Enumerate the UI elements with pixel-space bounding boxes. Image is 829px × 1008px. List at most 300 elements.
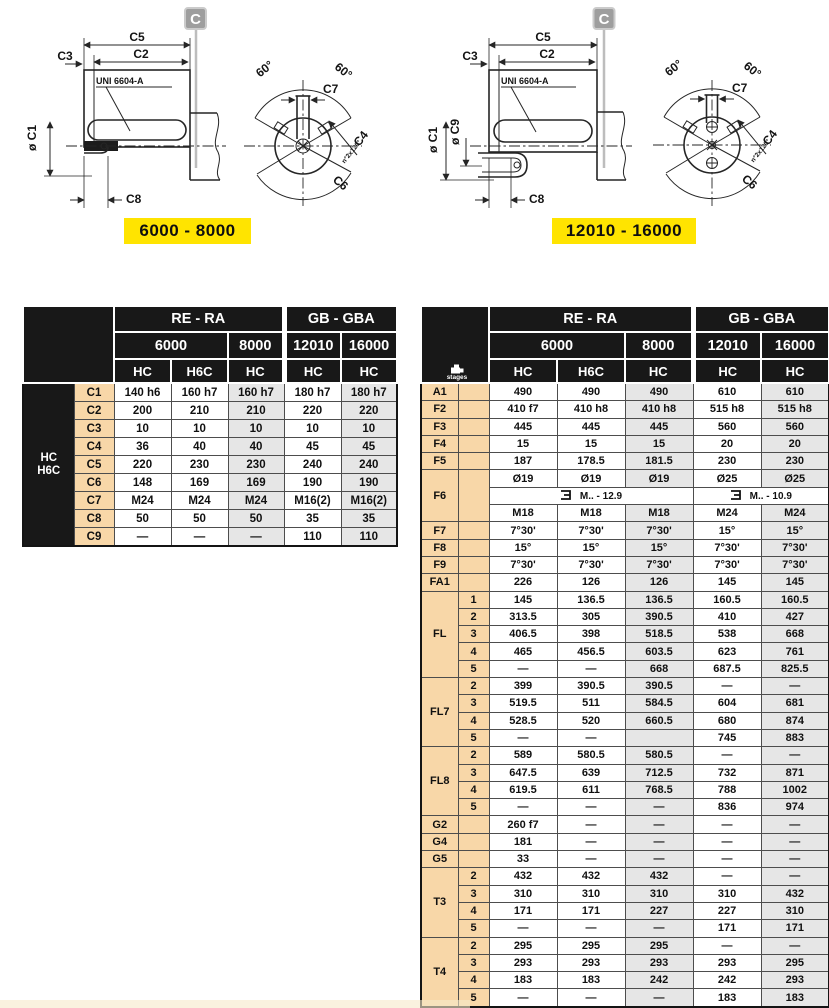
row-label: FA1 [421, 574, 458, 591]
table-row [421, 972, 829, 989]
value-cell: M24 [693, 505, 761, 522]
table-row [421, 401, 829, 418]
flange-view [244, 58, 371, 206]
value-cell: 310 [761, 902, 829, 919]
stage-cell: 2 [458, 937, 489, 954]
value-cell: 15° [625, 539, 693, 556]
row-label: F9 [421, 556, 458, 573]
value-cell: 687.5 [693, 660, 761, 677]
value-cell: — [693, 816, 761, 833]
value-cell: 227 [693, 902, 761, 919]
section-badge [185, 8, 206, 168]
value-cell: 126 [625, 574, 693, 591]
stages-icon [450, 364, 464, 375]
value-cell: 874 [761, 712, 829, 729]
stage-cell: 2 [458, 868, 489, 885]
dim-c1: ø C1 [426, 126, 440, 154]
bolt-class-icon [730, 490, 741, 500]
uni-label: UNI 6604-A [501, 76, 549, 86]
value-cell: 313.5 [489, 608, 557, 625]
table-row [421, 608, 829, 625]
row-label: F8 [421, 539, 458, 556]
value-cell: 180 h7 [341, 383, 397, 402]
value-cell: — [557, 799, 625, 816]
angle-right: 60° [331, 59, 355, 82]
value-cell: 210 [228, 402, 284, 420]
value-cell: Ø25 [761, 470, 829, 487]
stage-cell [458, 470, 489, 522]
table-row [421, 591, 829, 608]
stage-cell [458, 816, 489, 833]
value-cell: 293 [761, 972, 829, 989]
value-cell: 580.5 [625, 747, 693, 764]
value-cell: 160.5 [693, 591, 761, 608]
value-cell: 7°30' [557, 522, 625, 539]
table-row [23, 383, 397, 402]
value-cell: 15 [625, 435, 693, 452]
table-row [421, 383, 829, 401]
value-cell: 7°30' [489, 556, 557, 573]
value-cell: 410 [693, 608, 761, 625]
stage-cell: 3 [458, 626, 489, 643]
value-cell: 445 [489, 418, 557, 435]
angle-left: 60° [253, 57, 277, 80]
value-cell: M18 [625, 505, 693, 522]
table-row [421, 902, 829, 919]
value-cell: 15 [489, 435, 557, 452]
value-cell: 230 [228, 456, 284, 474]
table-row [421, 660, 829, 677]
value-cell: 7°30' [761, 556, 829, 573]
value-cell: 490 [489, 383, 557, 401]
table-row [421, 937, 829, 954]
value-cell: 871 [761, 764, 829, 781]
value-cell: 36 [114, 438, 171, 456]
value-cell: 432 [557, 868, 625, 885]
dim-c6: C6 [330, 172, 351, 194]
table-row [421, 920, 829, 937]
table-row [421, 470, 829, 487]
table-row [421, 816, 829, 833]
table-row [421, 799, 829, 816]
table-row [421, 539, 829, 556]
stage-cell: 3 [458, 954, 489, 971]
value-cell: 788 [693, 781, 761, 798]
table-row [421, 626, 829, 643]
value-cell: 519.5 [489, 695, 557, 712]
table-row [421, 435, 829, 452]
value-cell: 538 [693, 626, 761, 643]
value-cell: — [557, 660, 625, 677]
value-cell: 35 [284, 510, 341, 528]
value-cell: 7°30' [693, 556, 761, 573]
row-label: F2 [421, 401, 458, 418]
value-cell: 7°30' [761, 539, 829, 556]
size-header: 12010 [693, 332, 761, 359]
bolt-class-text: M.. - 10.9 [749, 490, 792, 502]
value-cell: Ø19 [557, 470, 625, 487]
flange-view [653, 57, 780, 206]
type-header: H6C [557, 359, 625, 383]
size-header: 8000 [228, 332, 284, 359]
value-cell: 171 [489, 902, 557, 919]
value-cell: 406.5 [489, 626, 557, 643]
value-cell: 883 [761, 729, 829, 746]
bolt-class-cell [489, 487, 693, 504]
value-cell: — [557, 989, 625, 1007]
row-group-label: T4 [421, 937, 458, 1007]
value-cell: 427 [761, 608, 829, 625]
value-cell: 660.5 [625, 712, 693, 729]
table-row [23, 492, 397, 510]
value-cell: 293 [557, 954, 625, 971]
value-cell: 1002 [761, 781, 829, 798]
value-cell: 33 [489, 851, 557, 868]
value-cell: M16(2) [284, 492, 341, 510]
value-cell: 7°30' [489, 522, 557, 539]
value-cell: 10 [171, 420, 228, 438]
group-header-gb-gba: GB - GBA [284, 306, 397, 332]
value-cell: 240 [341, 456, 397, 474]
value-cell: 293 [693, 954, 761, 971]
value-cell: 136.5 [625, 591, 693, 608]
row-label: A1 [421, 383, 458, 401]
value-cell: M18 [489, 505, 557, 522]
value-cell: 178.5 [557, 453, 625, 470]
row-label: G5 [421, 851, 458, 868]
dim-c5: C5 [535, 30, 551, 44]
table-row [421, 851, 829, 868]
dim-c4-note: n°2x120° [340, 139, 363, 165]
stage-cell [458, 556, 489, 573]
value-cell: 619.5 [489, 781, 557, 798]
value-cell: 20 [761, 435, 829, 452]
value-cell: 490 [557, 383, 625, 401]
value-cell: 15° [489, 539, 557, 556]
stage-cell [458, 574, 489, 591]
value-cell: M24 [761, 505, 829, 522]
value-cell: 15° [557, 539, 625, 556]
value-cell: 227 [625, 902, 693, 919]
value-cell: 623 [693, 643, 761, 660]
value-cell: 220 [114, 456, 171, 474]
stage-cell [458, 851, 489, 868]
size-header: 6000 [489, 332, 625, 359]
value-cell: 220 [284, 402, 341, 420]
value-cell: 40 [228, 438, 284, 456]
value-cell: 745 [693, 729, 761, 746]
stages-header [442, 364, 472, 382]
dim-c7: C7 [732, 81, 748, 95]
size-header: 16000 [341, 332, 397, 359]
dim-c4-note: n°2x120° [749, 138, 772, 164]
stage-cell: 1 [458, 591, 489, 608]
table-row [421, 643, 829, 660]
value-cell: 183 [761, 989, 829, 1007]
dim-c4: C4 [350, 128, 372, 149]
stage-cell: 4 [458, 643, 489, 660]
dim-c3: C3 [462, 49, 478, 63]
value-cell: — [557, 729, 625, 746]
value-cell: 610 [693, 383, 761, 401]
value-cell: 230 [693, 453, 761, 470]
range-caption-12010-16000: 12010 - 16000 [552, 218, 696, 244]
value-cell: 230 [761, 453, 829, 470]
value-cell: 518.5 [625, 626, 693, 643]
table-row [421, 574, 829, 591]
value-cell: 210 [171, 402, 228, 420]
row-label: C8 [74, 510, 114, 528]
right-dimensions-table [420, 305, 829, 1008]
value-cell: 432 [625, 868, 693, 885]
value-cell: 242 [625, 972, 693, 989]
value-cell: 445 [557, 418, 625, 435]
row-label: C4 [74, 438, 114, 456]
value-cell: 390.5 [625, 678, 693, 695]
value-cell: M24 [171, 492, 228, 510]
value-cell: 680 [693, 712, 761, 729]
value-cell: M16(2) [341, 492, 397, 510]
series-side-label-line: HC [40, 451, 58, 464]
group-header-gb-gba: GB - GBA [693, 306, 829, 332]
value-cell: 10 [284, 420, 341, 438]
dim-c8: C8 [529, 192, 545, 206]
series-side-label [23, 383, 74, 546]
stage-cell [458, 833, 489, 850]
value-cell: — [489, 989, 557, 1007]
value-cell: 668 [625, 660, 693, 677]
table-row [421, 418, 829, 435]
value-cell: — [693, 868, 761, 885]
value-cell: 589 [489, 747, 557, 764]
table-row [23, 456, 397, 474]
stage-cell: 2 [458, 747, 489, 764]
value-cell: 293 [625, 954, 693, 971]
value-cell: — [228, 528, 284, 547]
stage-cell [458, 383, 489, 401]
stage-cell: 3 [458, 695, 489, 712]
group-header-re-ra: RE - RA [114, 306, 284, 332]
table-row [421, 695, 829, 712]
value-cell: 181 [489, 833, 557, 850]
value-cell: — [761, 678, 829, 695]
row-label: G2 [421, 816, 458, 833]
value-cell: — [693, 833, 761, 850]
stage-cell: 4 [458, 902, 489, 919]
value-cell: 515 h8 [761, 401, 829, 418]
value-cell: 50 [114, 510, 171, 528]
left-dimensions-table [22, 305, 398, 547]
value-cell: — [761, 833, 829, 850]
stage-cell: 5 [458, 729, 489, 746]
value-cell: — [625, 989, 693, 1007]
row-label: F5 [421, 453, 458, 470]
dim-c4: C4 [759, 127, 781, 148]
size-header: 16000 [761, 332, 829, 359]
side-view [426, 30, 632, 208]
value-cell: 190 [341, 474, 397, 492]
value-cell: 160 h7 [171, 383, 228, 402]
type-header: HC [341, 359, 397, 383]
value-cell: — [625, 816, 693, 833]
value-cell: 432 [761, 885, 829, 902]
row-label: G4 [421, 833, 458, 850]
table-row [23, 438, 397, 456]
dim-c2: C2 [133, 47, 149, 61]
section-badge-letter: C [598, 11, 610, 28]
stage-cell [458, 435, 489, 452]
table-row [23, 474, 397, 492]
stage-cell: 3 [458, 885, 489, 902]
stage-cell: 2 [458, 678, 489, 695]
value-cell: 410 f7 [489, 401, 557, 418]
value-cell: 160 h7 [228, 383, 284, 402]
size-header: 6000 [114, 332, 228, 359]
type-header: HC [489, 359, 557, 383]
value-cell: — [114, 528, 171, 547]
value-cell: — [489, 799, 557, 816]
value-cell: 310 [557, 885, 625, 902]
value-cell: 681 [761, 695, 829, 712]
value-cell: 15° [693, 522, 761, 539]
value-cell: 45 [284, 438, 341, 456]
table-row [421, 989, 829, 1007]
value-cell: 220 [341, 402, 397, 420]
value-cell: 410 h8 [625, 401, 693, 418]
size-header: 12010 [284, 332, 341, 359]
group-header-re-ra: RE - RA [489, 306, 693, 332]
left-table-body [23, 383, 397, 546]
table-corner [421, 306, 489, 383]
row-group-label: T3 [421, 868, 458, 937]
table-row [421, 781, 829, 798]
row-label: C3 [74, 420, 114, 438]
stage-cell: 4 [458, 712, 489, 729]
value-cell: 171 [693, 920, 761, 937]
value-cell: — [557, 816, 625, 833]
value-cell: 40 [171, 438, 228, 456]
row-group-label: FL7 [421, 678, 458, 747]
value-cell: 35 [341, 510, 397, 528]
range-caption-6000-8000: 6000 - 8000 [124, 218, 251, 244]
table-row [23, 402, 397, 420]
value-cell: 169 [228, 474, 284, 492]
table-row [23, 510, 397, 528]
value-cell: Ø25 [693, 470, 761, 487]
value-cell: 410 h8 [557, 401, 625, 418]
value-cell: — [489, 660, 557, 677]
type-header: HC [228, 359, 284, 383]
value-cell: 183 [557, 972, 625, 989]
value-cell: 110 [341, 528, 397, 547]
value-cell: 240 [284, 456, 341, 474]
value-cell: 169 [171, 474, 228, 492]
value-cell: 528.5 [489, 712, 557, 729]
value-cell: 7°30' [625, 522, 693, 539]
table-row [23, 420, 397, 438]
value-cell: — [693, 851, 761, 868]
type-header: HC [114, 359, 171, 383]
value-cell: 145 [489, 591, 557, 608]
value-cell: — [693, 747, 761, 764]
value-cell: 465 [489, 643, 557, 660]
size-header: 8000 [625, 332, 693, 359]
table-corner [23, 306, 114, 383]
value-cell: 768.5 [625, 781, 693, 798]
value-cell: — [693, 937, 761, 954]
dim-c8: C8 [126, 192, 142, 206]
table-row [421, 764, 829, 781]
value-cell: — [761, 868, 829, 885]
row-label: C7 [74, 492, 114, 510]
value-cell: 732 [693, 764, 761, 781]
value-cell: 230 [171, 456, 228, 474]
stage-cell [458, 418, 489, 435]
value-cell: — [761, 851, 829, 868]
value-cell: 398 [557, 626, 625, 643]
value-cell: 293 [489, 954, 557, 971]
value-cell: 310 [625, 885, 693, 902]
value-cell: 610 [761, 383, 829, 401]
dim-c1: ø C1 [25, 124, 39, 152]
row-label: F7 [421, 522, 458, 539]
value-cell: 295 [761, 954, 829, 971]
angle-left: 60° [662, 56, 686, 79]
type-header: HC [761, 359, 829, 383]
uni-label: UNI 6604-A [96, 76, 144, 86]
value-cell: 10 [228, 420, 284, 438]
stage-cell: 5 [458, 989, 489, 1007]
type-header: HC [284, 359, 341, 383]
type-header: H6C [171, 359, 228, 383]
value-cell: 110 [284, 528, 341, 547]
value-cell: — [625, 799, 693, 816]
value-cell: 295 [625, 937, 693, 954]
value-cell: — [761, 747, 829, 764]
value-cell: 242 [693, 972, 761, 989]
value-cell: 604 [693, 695, 761, 712]
table-row [421, 556, 829, 573]
value-cell: 668 [761, 626, 829, 643]
section-badge-letter: C [190, 11, 201, 28]
value-cell: 511 [557, 695, 625, 712]
value-cell: 974 [761, 799, 829, 816]
value-cell: M24 [114, 492, 171, 510]
bolt-class-text: M.. - 12.9 [579, 490, 623, 502]
value-cell: 145 [761, 574, 829, 591]
row-label: F3 [421, 418, 458, 435]
stage-cell: 2 [458, 608, 489, 625]
value-cell: 260 f7 [489, 816, 557, 833]
value-cell: 171 [761, 920, 829, 937]
value-cell: 15° [761, 522, 829, 539]
value-cell: 190 [284, 474, 341, 492]
value-cell: 140 h6 [114, 383, 171, 402]
table-row [421, 729, 829, 746]
value-cell: 836 [693, 799, 761, 816]
value-cell: — [625, 920, 693, 937]
value-cell: — [625, 833, 693, 850]
value-cell: 647.5 [489, 764, 557, 781]
row-group-label: FL [421, 591, 458, 677]
value-cell: 15 [557, 435, 625, 452]
value-cell: 50 [171, 510, 228, 528]
value-cell: 305 [557, 608, 625, 625]
table-row [421, 522, 829, 539]
value-cell: 10 [114, 420, 171, 438]
stages-label: stages [446, 373, 468, 381]
value-cell: 611 [557, 781, 625, 798]
